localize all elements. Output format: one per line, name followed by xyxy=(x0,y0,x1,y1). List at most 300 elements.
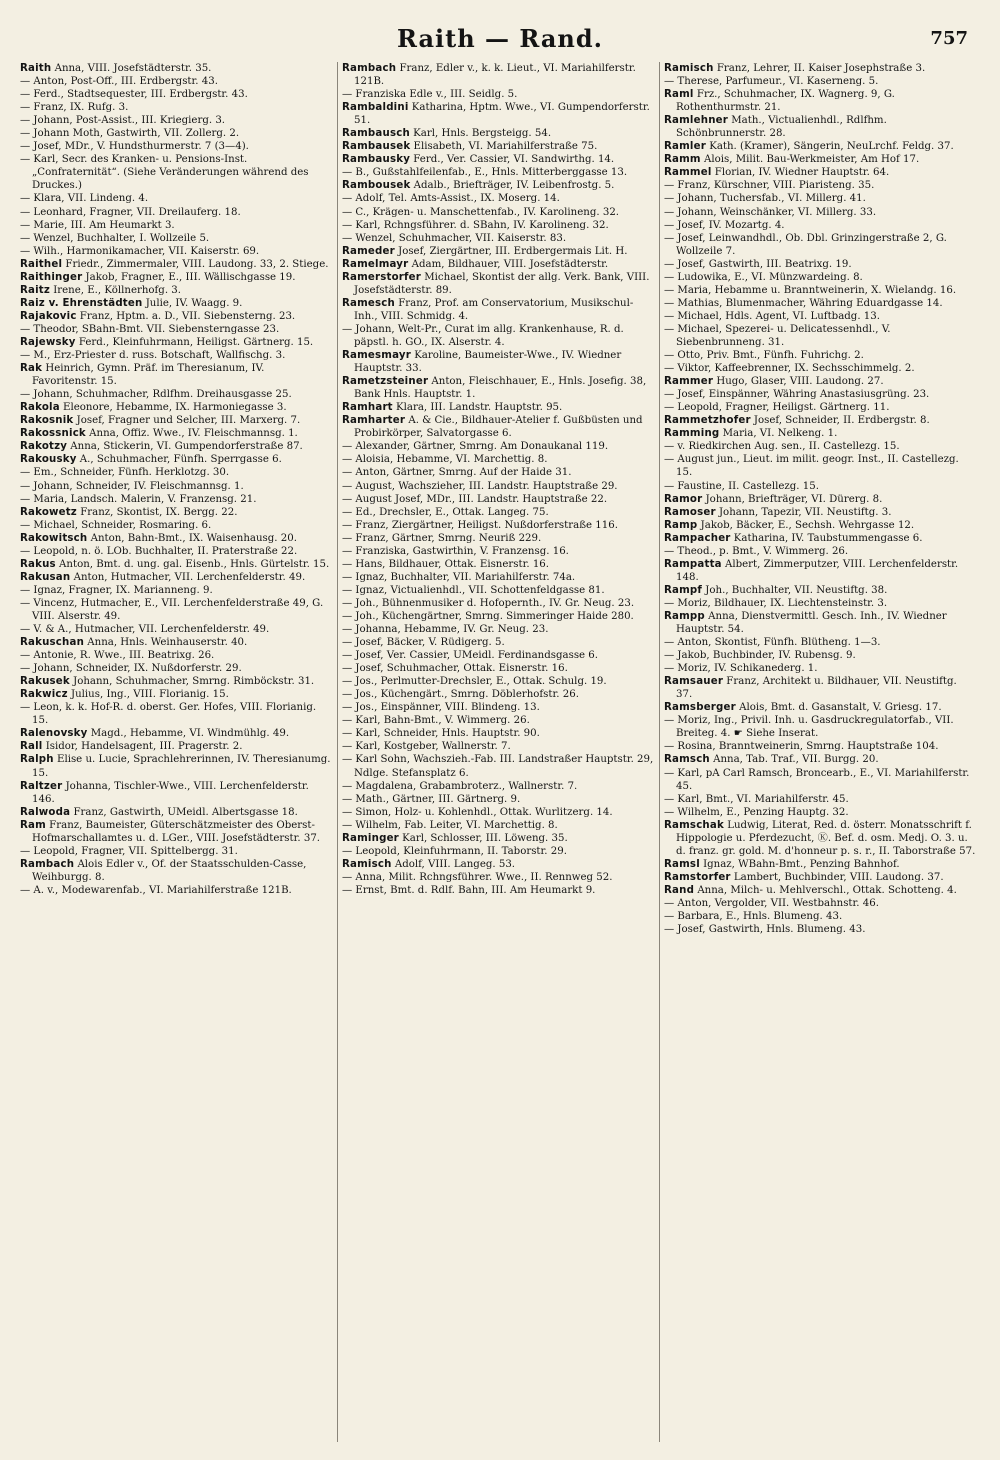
entry-details: — Karl Sohn, Wachszieh.-Fab. III. Landstraßer Hauptstr. 29, Ndlge. Stefansplatz 6. xyxy=(342,754,654,779)
entry-surname: Rampacher xyxy=(664,532,731,544)
entry-surname: Rakus xyxy=(20,558,56,570)
directory-entry xyxy=(20,519,332,532)
directory-entry xyxy=(664,166,976,179)
directory-entry xyxy=(342,519,654,532)
directory-entry xyxy=(20,88,332,101)
entry-details: — V. & A., Hutmacher, VII. Lerchenfelderstr. 49. xyxy=(20,624,270,636)
directory-entry xyxy=(20,219,332,232)
entry-surname: Raiz v. Ehrenstädten xyxy=(20,297,143,309)
directory-entry xyxy=(342,753,654,779)
entry-details: — Em., Schneider, Fünfh. Herklotzg. 30. xyxy=(20,467,230,479)
directory-entry xyxy=(664,480,976,493)
entry-details: Florian, IV. Wiedner Hauptstr. 64. xyxy=(711,167,890,179)
page-number: 757 xyxy=(930,28,968,49)
directory-entry xyxy=(342,375,654,401)
page-title: Raith — Rand. xyxy=(396,24,604,53)
entry-details: Elise u. Lucie, Sprachlehrerinnen, IV. Theresianumg. 15. xyxy=(32,754,331,779)
directory-entry xyxy=(342,466,654,479)
entry-details: — Maria, Hebamme u. Branntweinerin, X. Wielandg. 16. xyxy=(664,284,957,296)
entry-surname: Rammetzhofer xyxy=(664,415,751,427)
directory-entry xyxy=(664,884,976,897)
entry-details: — Josef, Schuhmacher, Ottak. Eisnerstr. 16. xyxy=(342,663,568,675)
directory-entry xyxy=(664,545,976,558)
entry-details: Franz, Skontist, IX. Bergg. 22. xyxy=(76,506,238,518)
directory-entry xyxy=(342,532,654,545)
directory-entry xyxy=(20,506,332,519)
directory-entry xyxy=(20,532,332,545)
entry-details: Isidor, Handelsagent, III. Pragerstr. 2. xyxy=(42,741,243,753)
entry-surname: Rall xyxy=(20,741,43,753)
entry-surname: Ralph xyxy=(20,754,54,766)
directory-entry xyxy=(664,819,976,858)
entry-details: Johann, Briefträger, VI. Dürerg. 8. xyxy=(702,493,883,505)
entry-details: — Moriz, Bildhauer, IX. Liechtensteinstr. 3. xyxy=(664,597,888,609)
directory-entry xyxy=(664,75,976,88)
entry-details: Anna, Dienstvermittl. Gesch. Inh., IV. Wiedner Hauptstr. 54. xyxy=(676,610,947,636)
entry-surname: Rambaldini xyxy=(342,102,409,114)
directory-entry xyxy=(20,153,332,192)
directory-entry xyxy=(20,414,332,427)
directory-entry xyxy=(342,206,654,219)
directory-entry xyxy=(342,219,654,232)
entry-details: Karl, Hnls. Bergsteigg. 54. xyxy=(409,128,552,140)
directory-entry xyxy=(664,232,976,258)
directory-entry xyxy=(20,884,332,897)
entry-details: Josef, Fragner und Selcher, III. Marxerg. 7. xyxy=(73,415,301,427)
entry-details: — Franziska, Gastwirthin, V. Franzensg. 16. xyxy=(342,545,569,557)
entry-details: — Josef, Leinwandhdl., Ob. Dbl. Grinzingerstraße 2, G. Wollzeile 7. xyxy=(664,232,947,257)
entry-details: — Michael, Spezerei- u. Delicatessenhdl., V. Siebenbrunneng. 31. xyxy=(664,323,891,348)
directory-entry xyxy=(342,649,654,662)
entry-details: Anton, Bmt. d. ung. gal. Eisenb., Hnls. Gürtelstr. 15. xyxy=(55,558,330,570)
directory-entry xyxy=(20,401,332,414)
directory-entry xyxy=(20,349,332,362)
directory-entry xyxy=(20,688,332,701)
directory-entry xyxy=(20,388,332,401)
entry-details: Hugo, Glaser, VIII. Laudong. 27. xyxy=(713,376,884,388)
entry-details: — Jakob, Buchbinder, IV. Rubensg. 9. xyxy=(664,650,856,662)
directory-entry xyxy=(342,101,654,127)
entry-details: Eleonore, Hebamme, IX. Harmoniegasse 3. xyxy=(59,402,287,414)
entry-details: — M., Erz-Priester d. russ. Botschaft, Wallfischg. 3. xyxy=(20,350,286,362)
entry-details: — Karl, Bmt., VI. Mariahilferstr. 45. xyxy=(664,793,849,805)
column-divider xyxy=(337,62,338,1442)
directory-entry xyxy=(20,101,332,114)
entry-details: — Maria, Landsch. Malerin, V. Franzensg. 21. xyxy=(20,493,257,505)
entry-details: — Ed., Drechsler, E., Ottak. Langeg. 75. xyxy=(342,506,549,518)
entry-surname: Rampatta xyxy=(664,558,722,570)
entry-details: — Anton, Gärtner, Smrng. Auf der Haide 31. xyxy=(342,467,572,479)
directory-entry xyxy=(20,480,332,493)
entry-surname: Rakowetz xyxy=(20,506,77,518)
directory-entry xyxy=(20,597,332,623)
directory-entry xyxy=(342,714,654,727)
entry-surname: Raml xyxy=(664,89,694,101)
entry-details: — Faustine, II. Castellezg. 15. xyxy=(664,480,819,492)
entry-details: — Ernst, Bmt. d. Rdlf. Bahn, III. Am Heumarkt 9. xyxy=(342,884,596,896)
entry-details: — Johann, Schneider, IV. Fleischmannsg. 1. xyxy=(20,480,244,492)
entry-details: Ferd., Kleinfuhrmann, Heiligst. Gärtnerg. 15. xyxy=(75,336,314,348)
directory-entry xyxy=(664,192,976,205)
entry-details: — Johanna, Hebamme, IV. Gr. Neug. 23. xyxy=(342,624,549,636)
directory-entry xyxy=(342,884,654,897)
directory-entry xyxy=(342,493,654,506)
entry-details: Julius, Ing., VIII. Florianig. 15. xyxy=(67,689,229,701)
directory-entry xyxy=(342,440,654,453)
directory-entry xyxy=(664,753,976,766)
directory-entry xyxy=(664,388,976,401)
entry-details: — Wenzel, Buchhalter, I. Wollzeile 5. xyxy=(20,232,210,244)
entry-details: Klara, III. Landstr. Hauptstr. 95. xyxy=(392,402,563,414)
entry-details: — Wilhelm, E., Penzing Hauptg. 32. xyxy=(664,806,849,818)
entry-surname: Rametzsteiner xyxy=(342,376,429,388)
entry-details: — Marie, III. Am Heumarkt 3. xyxy=(20,219,175,231)
directory-entry xyxy=(342,414,654,440)
directory-entry xyxy=(664,714,976,740)
directory-entry xyxy=(20,466,332,479)
entry-surname: Raltzer xyxy=(20,780,63,792)
entry-details: Johann, Schuhmacher, Smrng. Rimböckstr. 31. xyxy=(69,676,315,688)
entry-details: — Johann, Schneider, IX. Nußdorferstr. 29. xyxy=(20,663,242,675)
entry-surname: Raitz xyxy=(20,284,51,296)
entry-details: — Karl, Kostgeber, Wallnerstr. 7. xyxy=(342,741,511,753)
entry-details: — Theodor, SBahn-Bmt. VII. Siebensterngasse 23. xyxy=(20,323,280,335)
entry-details: Franz, Architekt u. Bildhauer, VII. Neustiftg. 37. xyxy=(676,676,957,701)
entry-details: — August Josef, MDr., III. Landstr. Hauptstraße 22. xyxy=(342,493,608,505)
entry-surname: Ramelmayr xyxy=(342,258,409,270)
entry-surname: Ramor xyxy=(664,493,703,505)
entry-details: Franz, Edler v., k. k. Lieut., VI. Mariahilferstr. 121B. xyxy=(354,63,636,88)
directory-entry xyxy=(20,649,332,662)
entry-details: — Moriz, Ing., Privil. Inh. u. Gasdruckregulatorfab., VII. Breiteg. 4. ☛ Siehe Inserat. xyxy=(664,715,954,740)
entry-surname: Ramesch xyxy=(342,297,395,309)
directory-entry xyxy=(342,832,654,845)
entry-details: — Josef, IV. Mozartg. 4. xyxy=(664,219,785,231)
entry-details: — Karl, Secr. des Kranken- u. Pensions-Inst. „Confraternität“. (Siehe Veränderungen während des Druckes.) xyxy=(20,154,309,192)
directory-entry xyxy=(664,793,976,806)
entry-details: — Mathias, Blumenmacher, Währing Eduardgasse 14. xyxy=(664,297,943,309)
entry-details: — Wenzel, Schuhmacher, VII. Kaiserstr. 83. xyxy=(342,232,567,244)
entry-details: — Theod., p. Bmt., V. Wimmerg. 26. xyxy=(664,545,849,557)
entry-details: Anton, Fleischhauer, E., Hnls. Josefig. 38, Bank Hnls. Hauptstr. 1. xyxy=(354,376,647,401)
directory-entry xyxy=(664,375,976,388)
directory-entry xyxy=(20,192,332,205)
entry-details: — Johann, Welt-Pr., Curat im allg. Krankenhause, R. d. päpstl. h. GO., IX. Alserstr. 4. xyxy=(342,323,624,348)
entry-surname: Ramp xyxy=(664,519,698,531)
entry-details: — Barbara, E., Hnls. Blumeng. 43. xyxy=(664,911,843,923)
entry-surname: Ramschak xyxy=(664,819,724,831)
entry-details: Alois Edler v., Of. der Staatsschulden-Casse, Weihburgg. 8. xyxy=(32,858,307,883)
directory-entry xyxy=(342,401,654,414)
entry-details: Michael, Skontist der allg. Verk. Bank, VIII. Josefstädterstr. 89. xyxy=(354,271,650,296)
directory-entry xyxy=(342,323,654,349)
entry-details: Josef, Ziergärtner, III. Erdbergermais Lit. H. xyxy=(394,245,628,257)
entry-details: Elisabeth, VI. Mariahilferstraße 75. xyxy=(410,141,598,153)
directory-entry xyxy=(20,284,332,297)
entry-details: — Johann, Tuchersfab., VI. Millerg. 41. xyxy=(664,193,866,205)
entry-details: — Antonie, R. Wwe., III. Beatrixg. 26. xyxy=(20,650,215,662)
entry-surname: Rajewsky xyxy=(20,336,76,348)
directory-entry xyxy=(664,910,976,923)
entry-details: Katharina, IV. Taubstummengasse 6. xyxy=(730,532,923,544)
entry-details: Friedr., Zimmermaler, VIII. Laudong. 33, 2. Stiege. xyxy=(62,258,329,270)
directory-columns xyxy=(20,62,980,1442)
entry-details: Irene, E., Köllnerhofg. 3. xyxy=(50,284,182,296)
directory-entry xyxy=(342,232,654,245)
directory-entry xyxy=(20,858,332,884)
directory-entry xyxy=(342,688,654,701)
entry-surname: Rampp xyxy=(664,610,705,622)
entry-details: A. & Cie., Bildhauer-Atelier f. Gußbüsten und Probirkörper, Salvatorgasse 6. xyxy=(354,415,643,440)
directory-entry xyxy=(342,701,654,714)
entry-details: — Alexander, Gärtner, Smrng. Am Donaukanal 119. xyxy=(342,441,609,453)
entry-details: Franz, Hptm. a. D., VII. Siebensterng. 23. xyxy=(76,310,296,322)
entry-details: — Joh., Küchengärtner, Smrng. Simmeringer Haide 280. xyxy=(342,610,634,622)
directory-entry xyxy=(664,897,976,910)
entry-details: — Anton, Vergolder, VII. Westbahnstr. 46. xyxy=(664,898,879,909)
directory-entry xyxy=(20,753,332,779)
column-divider xyxy=(659,62,660,1442)
entry-details: Franz, Lehrer, II. Kaiser Josephstraße 3. xyxy=(713,63,926,74)
entry-surname: Rambausky xyxy=(342,154,411,166)
directory-entry xyxy=(664,597,976,610)
entry-surname: Rak xyxy=(20,363,43,375)
directory-entry xyxy=(342,558,654,571)
entry-details: — Karl, Rchngsführer. d. SBahn, IV. Karolineng. 32. xyxy=(342,219,609,231)
directory-entry xyxy=(664,153,976,166)
directory-entry xyxy=(342,597,654,610)
entry-surname: Ramsl xyxy=(664,858,700,870)
entry-surname: Rakousky xyxy=(20,454,77,466)
directory-entry xyxy=(664,675,976,701)
entry-details: Anna, VIII. Josefstädterstr. 35. xyxy=(51,63,212,74)
entry-surname: Ramisch xyxy=(664,63,714,74)
entry-details: — Vincenz, Hutmacher, E., VII. Lerchenfelderstraße 49, G. VIII. Alserstr. 49. xyxy=(20,597,324,622)
entry-details: — Anton, Post-Off., III. Erdbergstr. 43. xyxy=(20,76,218,88)
entry-details: Anna, Milch- u. Mehlverschl., Ottak. Schotteng. 4. xyxy=(694,884,957,896)
entry-details: Franz, Prof. am Conservatorium, Musikschul-Inh., VIII. Schmidg. 4. xyxy=(354,297,634,322)
entry-surname: Raith xyxy=(20,63,52,74)
directory-entry xyxy=(342,662,654,675)
entry-details: — Simon, Holz- u. Kohlenhdl., Ottak. Wurlitzerg. 14. xyxy=(342,806,613,818)
entry-surname: Rambach xyxy=(20,858,75,870)
entry-surname: Ramstorfer xyxy=(664,871,731,883)
directory-entry xyxy=(664,323,976,349)
directory-entry xyxy=(664,871,976,884)
directory-entry xyxy=(20,297,332,310)
directory-entry xyxy=(342,480,654,493)
entry-details: — Josef, MDr., V. Hundsthurmerstr. 7 (3—4). xyxy=(20,141,249,153)
directory-entry xyxy=(342,258,654,271)
entry-surname: Rambausek xyxy=(342,141,411,153)
entry-details: — Jos., Küchengärt., Smrng. Döblerhofstr. 26. xyxy=(342,689,579,701)
directory-entry xyxy=(342,453,654,466)
directory-entry xyxy=(664,767,976,793)
directory-entry xyxy=(342,858,654,871)
directory-entry xyxy=(342,675,654,688)
directory-entry xyxy=(342,636,654,649)
directory-entry xyxy=(664,558,976,584)
entry-details: Anton, Bahn-Bmt., IX. Waisenhausg. 20. xyxy=(87,532,297,544)
entry-details: — Leopold, Fragner, VII. Spittelbergg. 31. xyxy=(20,845,238,857)
directory-entry xyxy=(20,623,332,636)
entry-surname: Ramlehner xyxy=(664,115,728,127)
entry-details: — Otto, Priv. Bmt., Fünfh. Fuhrichg. 2. xyxy=(664,350,864,362)
entry-surname: Rakusek xyxy=(20,676,70,688)
directory-entry xyxy=(664,258,976,271)
directory-entry xyxy=(342,349,654,375)
entry-details: Ferd., Ver. Cassier, VI. Sandwirthg. 14. xyxy=(410,154,615,166)
entry-details: — Franziska Edle v., III. Seidlg. 5. xyxy=(342,89,518,101)
entry-details: — Adolf, Tel. Amts-Assist., IX. Moserg. 14. xyxy=(342,193,560,205)
entry-details: — Josef, Einspänner, Währing Anastasiusgrüng. 23. xyxy=(664,389,930,401)
directory-entry xyxy=(20,806,332,819)
entry-surname: Ramsch xyxy=(664,754,710,766)
directory-entry xyxy=(664,636,976,649)
entry-details: Joh., Buchhalter, VII. Neustiftg. 38. xyxy=(702,584,888,596)
entry-surname: Raithinger xyxy=(20,271,83,283)
directory-entry xyxy=(664,401,976,414)
entry-details: Math., Victualienhdl., Rdlfhm. Schönbrunnerstr. 28. xyxy=(676,115,887,140)
entry-surname: Ralenovsky xyxy=(20,728,88,740)
entry-surname: Ramerstorfer xyxy=(342,271,421,283)
directory-entry xyxy=(20,427,332,440)
directory-entry xyxy=(20,584,332,597)
entry-surname: Ram xyxy=(20,819,46,831)
entry-details: — August jun., Lieut. im milit. geogr. Inst., II. Castellezg. 15. xyxy=(664,454,959,479)
directory-entry xyxy=(20,323,332,336)
entry-details: Heinrich, Gymn. Präf. im Theresianum, IV. Favoritenstr. 15. xyxy=(32,363,265,388)
entry-details: Lambert, Buchbinder, VIII. Laudong. 37. xyxy=(730,871,944,883)
directory-entry xyxy=(664,584,976,597)
directory-entry xyxy=(342,584,654,597)
directory-entry xyxy=(664,923,976,936)
entry-details: — Math., Gärtner, III. Gärtnerg. 9. xyxy=(342,793,521,805)
directory-entry xyxy=(20,114,332,127)
directory-entry xyxy=(20,571,332,584)
directory-entry xyxy=(342,623,654,636)
directory-entry xyxy=(20,701,332,727)
entry-details: — Franz, IX. Rufg. 3. xyxy=(20,102,129,114)
directory-entry xyxy=(20,636,332,649)
entry-details: Franz, Baumeister, Güterschätzmeister des Oberst-Hofmarschallamtes u. d. LGer., VIII. Josefstädterstr. 37. xyxy=(32,819,321,844)
entry-surname: Raminger xyxy=(342,832,399,844)
directory-entry xyxy=(20,232,332,245)
entry-surname: Rambausch xyxy=(342,128,410,140)
entry-details: — Leopold, Kleinfuhrmann, II. Taborstr. 29. xyxy=(342,845,567,857)
directory-entry xyxy=(20,740,332,753)
directory-entry xyxy=(664,649,976,662)
directory-entry xyxy=(20,819,332,845)
entry-surname: Rambach xyxy=(342,63,397,74)
entry-details: — B., Gußstahlfeilenfab., E., Hnls. Mitterberggasse 13. xyxy=(342,167,628,179)
entry-details: — Johann Moth, Gastwirth, VII. Zollerg. 2. xyxy=(20,128,240,140)
entry-surname: Rampf xyxy=(664,584,703,596)
directory-entry xyxy=(342,740,654,753)
entry-details: — Anna, Milit. Rchngsführer. Wwe., II. Rennweg 52. xyxy=(342,871,613,883)
directory-entry xyxy=(664,427,976,440)
entry-details: — Aloisia, Hebamme, VI. Marchettig. 8. xyxy=(342,454,548,466)
entry-details: — Klara, VII. Lindeng. 4. xyxy=(20,193,149,205)
directory-entry xyxy=(20,62,332,75)
entry-details: — Karl, Schneider, Hnls. Hauptstr. 90. xyxy=(342,728,540,740)
entry-details: — Jos., Einspänner, VIII. Blindeng. 13. xyxy=(342,702,540,714)
directory-entry xyxy=(664,701,976,714)
entry-details: — Hans, Bildhauer, Ottak. Eisnerstr. 16. xyxy=(342,558,550,570)
entry-details: — Johann, Weinschänker, VI. Millerg. 33. xyxy=(664,206,877,218)
directory-entry xyxy=(342,153,654,166)
directory-entry xyxy=(342,62,654,88)
entry-details: — Anton, Skontist, Fünfh. Blütheng. 1—3. xyxy=(664,637,881,649)
entry-surname: Rammer xyxy=(664,376,714,388)
entry-details: Ludwig, Literat, Red. d. österr. Monatsschrift f. Hippologie u. Pferdezucht, Ⓚ. Bef. d. osm. Medj. O. 3. u. d. franz. gr. gold. M. d'honneur p. s. r., II. Taborstraße 57. xyxy=(676,819,976,857)
directory-entry xyxy=(342,727,654,740)
directory-entry xyxy=(664,806,976,819)
entry-details: — Franz, Ziergärtner, Heiligst. Nußdorferstraße 116. xyxy=(342,519,618,531)
directory-entry xyxy=(20,493,332,506)
directory-entry xyxy=(664,662,976,675)
entry-details: Josef, Schneider, II. Erdbergstr. 8. xyxy=(750,415,930,427)
entry-surname: Ramharter xyxy=(342,415,406,427)
entry-details: — C., Krägen- u. Manschettenfab., IV. Karolineng. 32. xyxy=(342,206,620,218)
entry-details: — Ludowika, E., VI. Münzwardeing. 8. xyxy=(664,271,863,283)
directory-entry xyxy=(664,414,976,427)
entry-details: — Karl, Bahn-Bmt., V. Wimmerg. 26. xyxy=(342,715,530,727)
entry-surname: Ramler xyxy=(664,141,706,153)
entry-surname: Ramoser xyxy=(664,506,716,518)
directory-entry xyxy=(342,140,654,153)
directory-entry xyxy=(20,336,332,349)
directory-entry xyxy=(664,453,976,479)
directory-entry xyxy=(664,532,976,545)
entry-details: — August, Wachszieher, III. Landstr. Hauptstraße 29. xyxy=(342,480,618,492)
entry-surname: Ramming xyxy=(664,428,720,440)
entry-details: — Josef, Bäcker, V. Rüdigerg. 5. xyxy=(342,637,505,649)
entry-details: — Magdalena, Grabambroterz., Wallnerstr. 7. xyxy=(342,780,578,792)
directory-entry xyxy=(342,88,654,101)
column-right xyxy=(664,62,976,1442)
directory-entry xyxy=(342,271,654,297)
directory-entry xyxy=(20,453,332,466)
entry-details: Jakob, Fragner, E., III. Wällischgasse 19. xyxy=(82,271,296,283)
entry-details: — Franz, Kürschner, VIII. Piaristeng. 35. xyxy=(664,180,875,192)
entry-surname: Raithel xyxy=(20,258,63,270)
entry-details: — Joh., Bühnenmusiker d. Hofopernth., IV. Gr. Neug. 23. xyxy=(342,597,635,609)
entry-details: Anna, Stickerin, VI. Gumpendorferstraße 87. xyxy=(67,441,303,453)
directory-entry xyxy=(20,127,332,140)
entry-surname: Rammel xyxy=(664,167,712,179)
directory-entry xyxy=(20,140,332,153)
directory-entry xyxy=(20,558,332,571)
entry-details: — Ignaz, Buchhalter, VII. Mariahilferstr. 74a. xyxy=(342,571,576,583)
entry-details: — Michael, Schneider, Rosmaring. 6. xyxy=(20,519,212,531)
directory-entry xyxy=(342,166,654,179)
directory-entry xyxy=(664,310,976,323)
entry-details: Anton, Hutmacher, VII. Lerchenfelderstr. 49. xyxy=(70,571,306,583)
entry-details: Adolf, VIII. Langeg. 53. xyxy=(391,858,516,870)
directory-entry xyxy=(664,88,976,114)
directory-entry xyxy=(20,310,332,323)
directory-entry xyxy=(664,362,976,375)
entry-details: — Leonhard, Fragner, VII. Dreilauferg. 18. xyxy=(20,206,241,218)
entry-surname: Ramsauer xyxy=(664,676,724,688)
directory-entry xyxy=(342,179,654,192)
entry-surname: Ramhart xyxy=(342,402,393,414)
entry-details: — Michael, Hdls. Agent, VI. Luftbadg. 13. xyxy=(664,310,880,322)
entry-surname: Rakola xyxy=(20,402,60,414)
directory-entry xyxy=(342,845,654,858)
entry-details: Kath. (Kramer), Sängerin, NeuLrchf. Feldg. 37. xyxy=(705,141,954,153)
